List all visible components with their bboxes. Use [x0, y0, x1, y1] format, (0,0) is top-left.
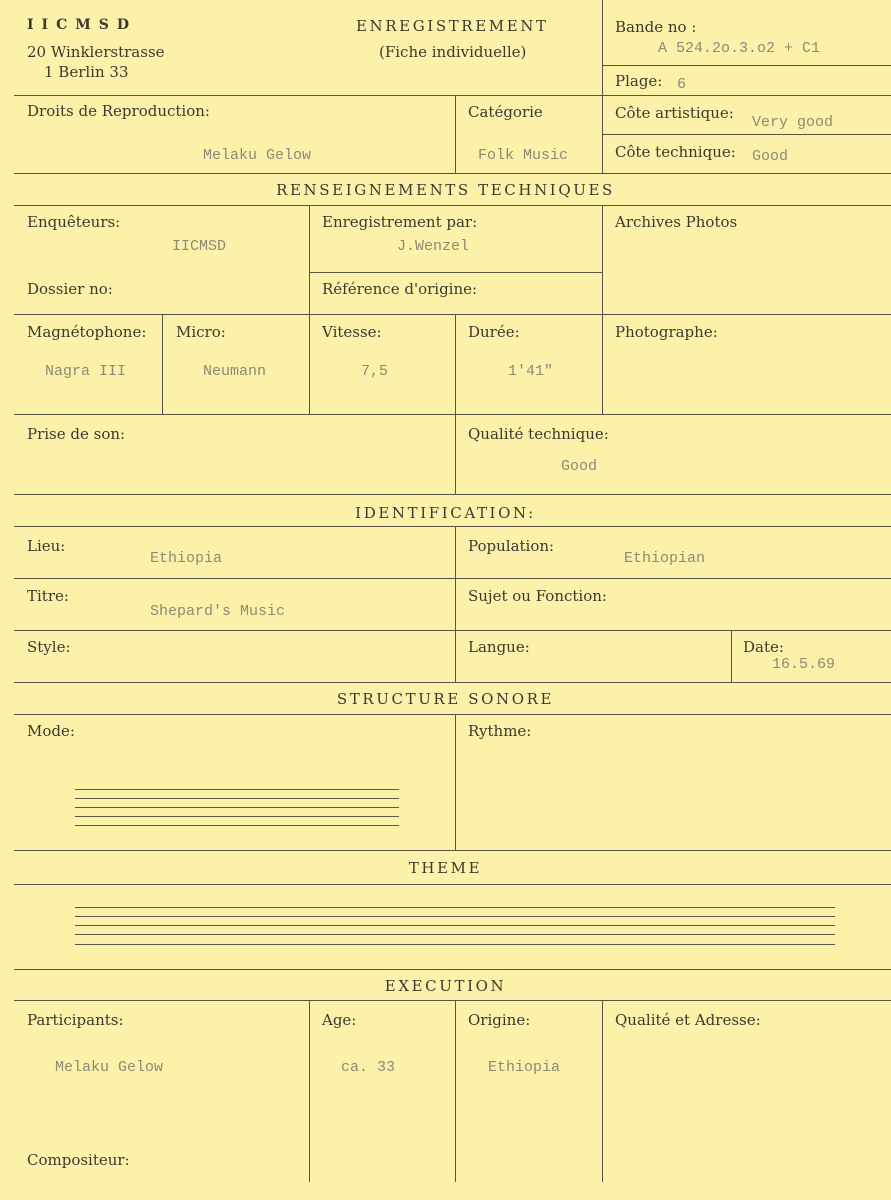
grid-line	[14, 884, 891, 885]
dossier-label: Dossier no:	[27, 280, 113, 298]
cote-artistique-label: Côte artistique:	[615, 104, 734, 122]
grid-line	[455, 714, 456, 850]
form-subtitle: (Fiche individuelle)	[379, 43, 527, 61]
duree-label: Durée:	[468, 323, 520, 341]
enqueteurs-value: IICMSD	[172, 238, 227, 255]
categorie-label: Catégorie	[468, 103, 543, 121]
grid-line	[14, 1000, 891, 1001]
staff-line	[75, 944, 835, 945]
address-line-2: 1 Berlin 33	[44, 63, 129, 81]
vitesse-value: 7,5	[361, 363, 389, 380]
participants-value: Melaku Gelow	[55, 1059, 164, 1076]
grid-line	[14, 414, 891, 415]
technical-section-title: RENSEIGNEMENTS TECHNIQUES	[276, 181, 615, 199]
grid-line	[309, 205, 310, 414]
enqueteurs-label: Enquêteurs:	[27, 213, 121, 231]
staff-line	[75, 925, 835, 926]
grid-line	[14, 850, 891, 851]
form-title: ENREGISTREMENT	[356, 17, 549, 35]
grid-line	[309, 272, 602, 273]
grid-line	[14, 578, 891, 579]
rythme-label: Rythme:	[468, 722, 532, 740]
archives-photos-label: Archives Photos	[615, 213, 738, 231]
qualite-technique-value: Good	[561, 458, 598, 475]
qualite-technique-label: Qualité technique:	[468, 425, 609, 443]
grid-line	[14, 95, 891, 96]
cote-artistique-value: Very good	[752, 114, 834, 131]
grid-line	[14, 526, 891, 527]
staff-line	[75, 907, 835, 908]
micro-value: Neumann	[203, 363, 267, 380]
theme-section-title: THEME	[408, 859, 483, 877]
grid-line	[14, 630, 891, 631]
sujet-fonction-label: Sujet ou Fonction:	[468, 587, 607, 605]
address-line-1: 20 Winklerstrasse	[27, 43, 165, 61]
plage-value: 6	[677, 76, 687, 93]
titre-label: Titre:	[27, 587, 69, 605]
grid-line	[309, 1000, 310, 1182]
lieu-label: Lieu:	[27, 537, 66, 555]
age-label: Age:	[322, 1011, 357, 1029]
population-value: Ethiopian	[624, 550, 706, 567]
participants-label: Participants:	[27, 1011, 124, 1029]
grid-line	[602, 0, 603, 173]
grid-line	[14, 173, 891, 174]
origine-value: Ethiopia	[488, 1059, 561, 1076]
grid-line	[14, 205, 891, 206]
grid-line	[14, 714, 891, 715]
grid-line	[602, 65, 891, 66]
mode-label: Mode:	[27, 722, 75, 740]
staff-line	[75, 825, 399, 826]
staff-line	[75, 798, 399, 799]
magnetophone-label: Magnétophone:	[27, 323, 147, 341]
staff-line	[75, 934, 835, 935]
age-value: ca. 33	[341, 1059, 396, 1076]
grid-line	[731, 630, 732, 682]
grid-line	[602, 134, 891, 135]
enregistrement-par-label: Enregistrement par:	[322, 213, 478, 231]
staff-line	[75, 789, 399, 790]
bande-value: A 524.2o.3.o2 + C1	[658, 40, 821, 57]
categorie-value: Folk Music	[478, 147, 569, 164]
grid-line	[455, 95, 456, 173]
staff-line	[75, 916, 835, 917]
execution-section-title: EXECUTION	[384, 977, 507, 995]
staff-line	[75, 816, 399, 817]
grid-line	[14, 682, 891, 683]
cote-technique-label: Côte technique:	[615, 143, 736, 161]
prise-de-son-label: Prise de son:	[27, 425, 126, 443]
plage-label: Plage:	[615, 72, 663, 90]
grid-line	[455, 314, 456, 414]
origine-label: Origine:	[468, 1011, 531, 1029]
date-value: 16.5.69	[772, 656, 836, 673]
grid-line	[602, 1000, 603, 1182]
droits-value: Melaku Gelow	[203, 147, 312, 164]
staff-line	[75, 807, 399, 808]
vitesse-label: Vitesse:	[322, 323, 382, 341]
grid-line	[14, 314, 891, 315]
enregistrement-par-value: J.Wenzel	[397, 238, 470, 255]
lieu-value: Ethiopia	[150, 550, 223, 567]
bande-label: Bande no :	[615, 18, 697, 36]
compositeur-label: Compositeur:	[27, 1151, 130, 1169]
duree-value: 1'41"	[508, 363, 554, 380]
population-label: Population:	[468, 537, 555, 555]
grid-line	[455, 526, 456, 682]
titre-value: Shepard's Music	[150, 603, 286, 620]
grid-line	[455, 1000, 456, 1182]
reference-origine-label: Référence d'origine:	[322, 280, 478, 298]
date-label: Date:	[743, 638, 784, 656]
magnetophone-value: Nagra III	[45, 363, 127, 380]
grid-line	[162, 314, 163, 414]
structure-section-title: STRUCTURE SONORE	[336, 690, 555, 708]
droits-label: Droits de Reproduction:	[27, 102, 210, 120]
qualite-adresse-label: Qualité et Adresse:	[615, 1011, 761, 1029]
cote-technique-value: Good	[752, 148, 789, 165]
micro-label: Micro:	[176, 323, 226, 341]
grid-line	[14, 494, 891, 495]
grid-line	[455, 414, 456, 494]
style-label: Style:	[27, 638, 71, 656]
identification-section-title: IDENTIFICATION:	[355, 504, 536, 522]
photographe-label: Photographe:	[615, 323, 718, 341]
langue-label: Langue:	[468, 638, 530, 656]
grid-line	[602, 205, 603, 414]
grid-line	[14, 969, 891, 970]
institute-logo: IICMSD	[27, 17, 137, 33]
